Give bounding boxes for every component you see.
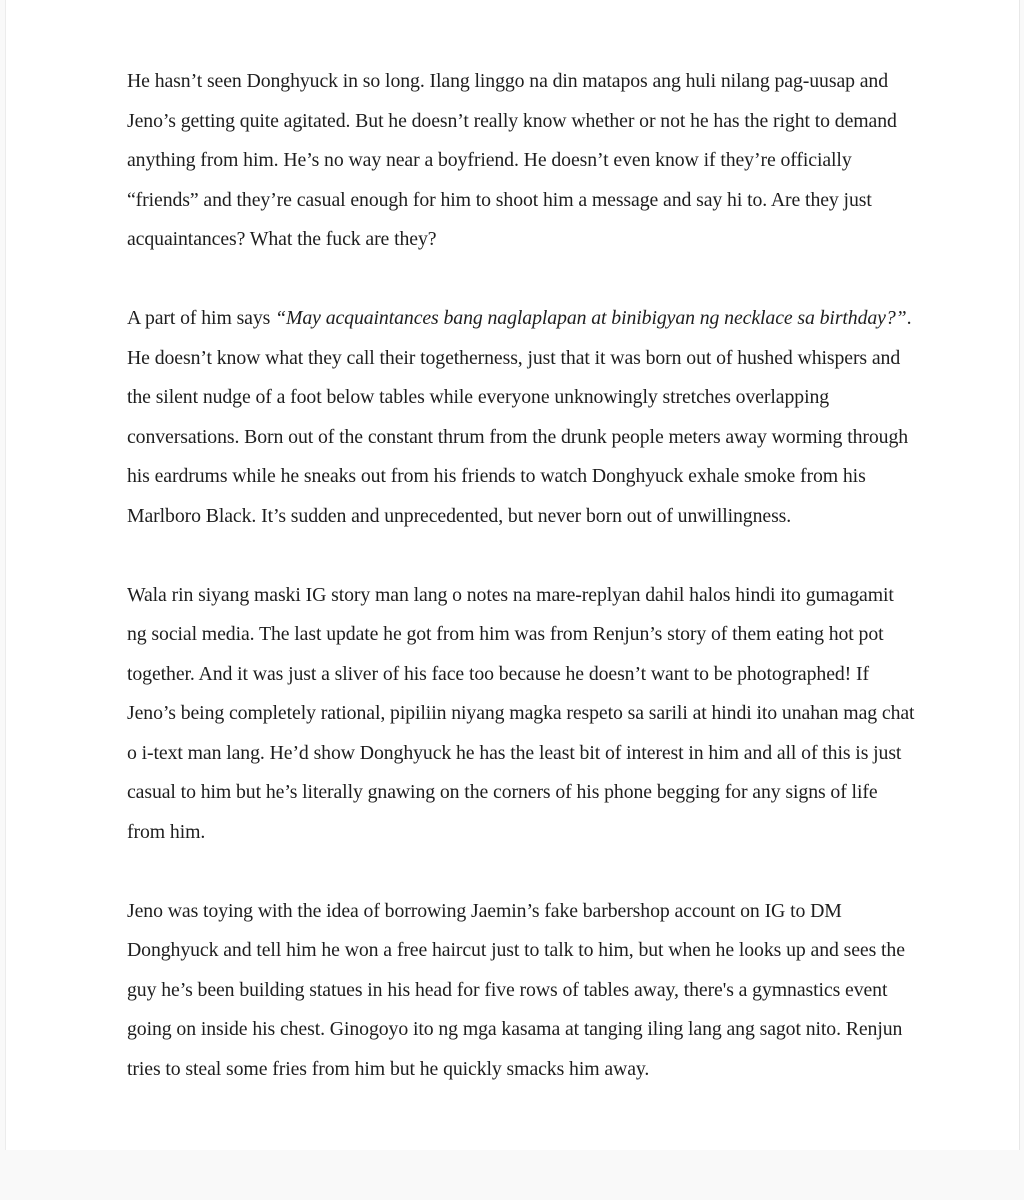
document-body: [127, 62, 917, 1129]
paragraph-2-rest: . He doesn’t know what they call their togetherness, just that it was born out of hushed whispers and the silent nudge of a foot below tables while everyone unknowingly stretches overlapping conversations. Born out of the constant thrum from the drunk people meters away worming through his eardrums while he sneaks out from his friends to watch Donghyuck exhale smoke from his Marlboro Black. It’s sudden and unprecedented, but never born out of unwillingness.: [127, 307, 912, 527]
paragraph-1: He hasn’t seen Donghyuck in so long. Ilang linggo na din matapos ang huli nilang pag-uusap and Jeno’s getting quite agitated. But he doesn’t really know whether or not he has the right to demand anything from him. He’s no way near a boyfriend. He doesn’t even know if they’re officially “friends” and they’re casual enough for him to shoot him a message and say hi to. Are they just acquaintances? What the fuck are they?: [127, 70, 897, 250]
document-page: [5, 0, 1020, 1150]
paragraph-2-quote: “May acquaintances bang naglaplapan at binibigyan ng necklace sa birthday?”: [275, 307, 907, 329]
paragraph-4: Jeno was toying with the idea of borrowing Jaemin’s fake barbershop account on IG to DM Donghyuck and tell him he won a free haircut just to talk to him, but when he looks up and sees the guy he’s been building statues in his head for five rows of tables away, there's a gymnastics event going on inside his chest. Ginogoyo ito ng mga kasama at tanging iling lang ang sagot nito. Renjun tries to steal some fries from him but he quickly smacks him away.: [127, 899, 905, 1080]
paragraph-2: [127, 299, 917, 536]
paragraph-2-lead: A part of him says: [127, 307, 276, 329]
paragraph-3: Wala rin siyang maski IG story man lang o notes na mare-replyan dahil halos hindi ito gumagamit ng social media. The last update he got from him was from Renjun’s story of them eating hot pot together. And it was just a sliver of his face too because he doesn’t want to be photographed! If Jeno’s being completely rational, pipiliin niyang magka respeto sa sarili at hindi ito unahan mag chat o i-text man lang. He’d show Donghyuck he has the least bit of interest in him and all of this is just casual to him but he’s literally gnawing on the corners of his phone begging for any signs of life from him.: [127, 583, 915, 843]
